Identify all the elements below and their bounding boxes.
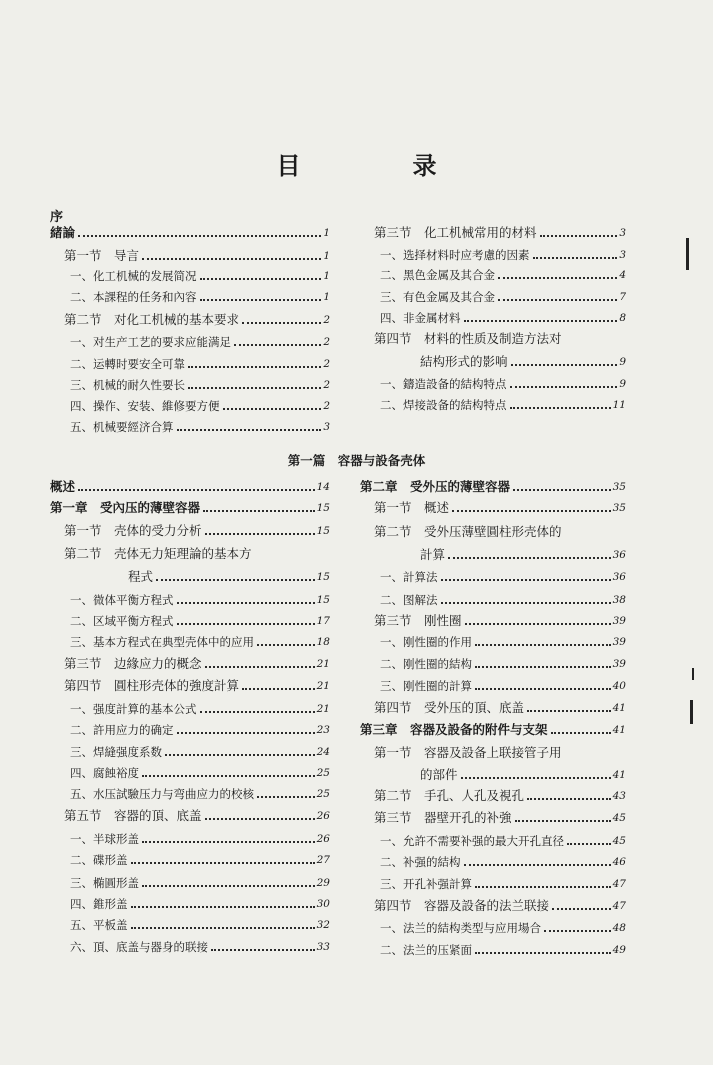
toc-entry (64, 547, 330, 561)
toc-entry-page: 3 (619, 227, 626, 239)
leader-dots (510, 386, 618, 388)
toc-entry-title: 一、化工机械的发展简况 (70, 269, 197, 283)
toc-entry-page: 26 (316, 833, 330, 845)
leader-dots (165, 754, 315, 756)
toc-entry-page: 41 (612, 724, 626, 736)
toc-entry (380, 290, 626, 304)
leader-dots (511, 364, 618, 366)
toc-entry-title: 六、頂、底盖与器身的联接 (70, 940, 208, 954)
toc-entry (70, 940, 330, 954)
toc-entry-page: 2 (323, 379, 330, 391)
toc-entry-page: 39 (612, 636, 626, 648)
toc-entry (70, 918, 330, 932)
toc-entry-title: 一、选择材料时应考慮的因素 (380, 248, 530, 262)
toc-entry-title: 三、有色金属及其合金 (380, 290, 495, 304)
toc-entry-page: 3 (619, 249, 626, 261)
toc-entry-page: 47 (612, 900, 626, 912)
toc-entry-page: 21 (316, 680, 330, 692)
leader-dots (464, 864, 611, 866)
toc-entry-page: 32 (316, 919, 330, 931)
leader-dots (465, 623, 611, 625)
toc-entry-title: 概述 (50, 479, 76, 494)
toc-entry-page: 39 (612, 615, 626, 627)
toc-entry-title: 第一节 概述 (374, 500, 450, 515)
toc-entry (380, 877, 626, 891)
toc-entry-page: 21 (316, 703, 330, 715)
toc-entry (70, 702, 330, 716)
leader-dots (223, 408, 322, 410)
toc-entry-page: 46 (612, 856, 626, 868)
toc-entry-title: 一、半球形盖 (70, 832, 139, 846)
leader-dots (177, 602, 315, 604)
toc-entry-title: 二、焊接設备的結构特点 (380, 398, 507, 412)
toc-entry-title: 一、对生产工艺的要求应能满足 (70, 335, 231, 349)
leader-dots (78, 235, 321, 237)
leader-dots (498, 299, 617, 301)
toc-entry-page: 2 (323, 400, 330, 412)
toc-entry-title: 五、机械要經济合算 (70, 420, 174, 434)
toc-entry (64, 313, 330, 327)
toc-entry (380, 248, 626, 262)
toc-entry-title: 三、刚性圈的計算 (380, 679, 472, 693)
toc-entry-title: 五、平板盖 (70, 918, 128, 932)
toc-entry-title: 第三章 容器及設备的附件与支架 (360, 722, 548, 737)
leader-dots (515, 820, 611, 822)
toc-entry (374, 501, 626, 515)
leader-dots (567, 843, 611, 845)
toc-entry-title: 第三节 器壁开孔的补強 (374, 810, 512, 825)
toc-entry-title: 的部件 (420, 767, 458, 782)
leader-dots (533, 257, 618, 259)
toc-entry (50, 226, 330, 240)
toc-entry-title: 二、刚性圈的結构 (380, 657, 472, 671)
toc-entry-title: 第五节 容器的頂、底盖 (64, 808, 202, 823)
toc-entry-page: 15 (316, 502, 330, 514)
toc-entry-page: 7 (619, 291, 626, 303)
toc-entry-page: 35 (612, 481, 626, 493)
leader-dots (200, 278, 322, 280)
toc-entry (360, 723, 626, 737)
toc-entry-title: 第一节 导言 (64, 248, 140, 263)
toc-entry-title: 三、焊縫强度系数 (70, 745, 162, 759)
toc-entry (70, 399, 330, 413)
toc-entry-page: 2 (323, 336, 330, 348)
toc-entry-page: 25 (316, 788, 330, 800)
toc-entry-page: 8 (619, 312, 626, 324)
toc-entry-page: 45 (612, 835, 626, 847)
toc-entry-title: 二、区域平衡方程式 (70, 614, 174, 628)
toc-entry-title: 二、补强的結构 (380, 855, 461, 869)
toc-entry-title: 第一章 受內压的薄壁容器 (50, 500, 201, 515)
leader-dots (257, 796, 315, 798)
toc-entry-title: 第二节 壳体无力矩理論的基本方 (64, 546, 252, 561)
toc-entry-page: 48 (612, 922, 626, 934)
toc-entry (380, 657, 626, 671)
toc-entry-page: 39 (612, 658, 626, 670)
leader-dots (177, 732, 315, 734)
toc-entry (70, 269, 330, 283)
leader-dots (475, 952, 611, 954)
toc-entry-page: 36 (612, 571, 626, 583)
toc-entry (70, 335, 330, 349)
leader-dots (142, 885, 315, 887)
toc-entry-page: 21 (316, 658, 330, 670)
toc-entry-page: 43 (612, 790, 626, 802)
part-title: 第一篇 容器与設备壳体 (287, 453, 426, 468)
toc-entry (380, 855, 626, 869)
toc-entry (380, 377, 626, 391)
toc-entry-title: 四、腐蝕裕度 (70, 766, 139, 780)
toc-entry (380, 570, 626, 584)
leader-dots (242, 688, 315, 690)
toc-entry-page: 3 (323, 421, 330, 433)
toc-entry-title: 一、允許不需要补强的最大开孔直径 (380, 834, 564, 848)
toc-entry-title: 一、微体平衡方程式 (70, 593, 174, 607)
toc-entry-title: 二、法兰的压紧面 (380, 943, 472, 957)
toc-entry (374, 226, 626, 240)
toc-entry-title: 第三节 化工机械常用的材料 (374, 225, 537, 240)
toc-entry-page: 1 (323, 291, 330, 303)
leader-dots (475, 886, 611, 888)
toc-entry-title: 三、基本方程式在典型壳体中的应用 (70, 635, 254, 649)
toc-entry-title: 一、法兰的結构类型与应用場合 (380, 921, 541, 935)
toc-entry-title: 五、水压試驗压力与弯曲应力的校核 (70, 787, 254, 801)
leader-dots (257, 644, 315, 646)
toc-entry (380, 593, 626, 607)
toc-entry (420, 355, 626, 369)
toc-entry-title: 第四节 圓柱形壳体的強度計算 (64, 678, 240, 693)
leader-dots (475, 666, 611, 668)
toc-entry (70, 766, 330, 780)
toc-entry (70, 723, 330, 737)
toc-entry-page: 24 (316, 746, 330, 758)
toc-entry-title: 一、刚性圈的作用 (380, 635, 472, 649)
leader-dots (540, 235, 618, 237)
leader-dots (552, 908, 611, 910)
toc-entry-title: 四、操作、安装、維修要方便 (70, 399, 220, 413)
toc-entry-page: 9 (619, 356, 626, 368)
leader-dots (551, 732, 611, 734)
toc-entry (380, 921, 626, 935)
toc-entry (380, 834, 626, 848)
leader-dots (464, 320, 618, 322)
toc-entry-page: 4 (619, 269, 626, 281)
leader-dots (544, 930, 611, 932)
toc-entry-title: 二、黑色金属及其合金 (380, 268, 495, 282)
toc-entry-page: 14 (316, 481, 330, 493)
toc-entry (64, 524, 330, 538)
toc-entry (70, 378, 330, 392)
toc-entry-title: 緒論 (50, 225, 76, 240)
toc-entry-title: 二、許用应力的确定 (70, 723, 174, 737)
toc-entry (374, 746, 626, 760)
toc-entry (380, 398, 626, 412)
toc-entry-page: 15 (316, 594, 330, 606)
toc-entry (360, 480, 626, 494)
leader-dots (461, 777, 611, 779)
leader-dots (188, 387, 321, 389)
toc-entry (70, 357, 330, 371)
toc-entry-page: 25 (316, 767, 330, 779)
toc-entry (64, 249, 330, 263)
leader-dots (475, 688, 611, 690)
toc-entry-page: 30 (316, 898, 330, 910)
toc-entry (374, 701, 626, 715)
toc-entry-title: 一、計算法 (380, 570, 438, 584)
toc-entry-title: 第四节 容器及設备的法兰联接 (374, 898, 550, 913)
toc-entry (128, 570, 330, 584)
toc-entry (420, 548, 626, 562)
toc-entry-title: 第二章 受外压的薄壁容器 (360, 479, 511, 494)
leader-dots (441, 579, 611, 581)
page-title: 目 录 (276, 152, 481, 180)
toc-entry (64, 679, 330, 693)
toc-entry-title: 三、椭圓形盖 (70, 876, 139, 890)
toc-entry-title: 結构形式的影响 (420, 354, 508, 369)
toc-entry (374, 789, 626, 803)
toc-entry-title: 三、开孔补强計算 (380, 877, 472, 891)
leader-dots (177, 429, 322, 431)
toc-entry-page: 2 (323, 358, 330, 370)
leader-dots (510, 407, 611, 409)
toc-entry-page: 9 (619, 378, 626, 390)
leader-dots (452, 510, 611, 512)
toc-entry-page: 29 (316, 877, 330, 889)
toc-entry (374, 332, 626, 346)
toc-entry-page: 47 (612, 878, 626, 890)
toc-entry (70, 853, 330, 867)
leader-dots (156, 579, 315, 581)
toc-entry (70, 832, 330, 846)
leader-dots (131, 906, 315, 908)
leader-dots (131, 927, 315, 929)
toc-entry-title: 四、錐形盖 (70, 897, 128, 911)
toc-entry-title: 二、运轉时要安全可靠 (70, 357, 185, 371)
toc-entry-title: 第四节 材料的性质及制造方法对 (374, 331, 562, 346)
toc-entry-title: 第二节 受外压薄壁圓柱形壳体的 (374, 524, 562, 539)
toc-entry (380, 268, 626, 282)
toc-entry-title: 計算 (420, 547, 446, 562)
toc-entry-title: 程式 (128, 569, 154, 584)
toc-entry-title: 一、强度計算的基本公式 (70, 702, 197, 716)
toc-entry (70, 593, 330, 607)
leader-dots (203, 510, 315, 512)
toc-entry-title: 四、非金属材料 (380, 311, 461, 325)
toc-entry (380, 635, 626, 649)
toc-entry (70, 290, 330, 304)
toc-entry-page: 27 (316, 854, 330, 866)
toc-entry (420, 768, 626, 782)
toc-entry (70, 745, 330, 759)
leader-dots (498, 277, 617, 279)
leader-dots (527, 710, 611, 712)
toc-entry-page: 11 (612, 399, 626, 411)
toc-entry-page: 35 (612, 502, 626, 514)
toc-entry-title: 一、鑄造設备的結构特点 (380, 377, 507, 391)
toc-entry (50, 501, 330, 515)
toc-entry (374, 811, 626, 825)
toc-entry-page: 41 (612, 702, 626, 714)
margin-mark (686, 238, 689, 270)
leader-dots (234, 344, 321, 346)
leader-dots (205, 666, 315, 668)
toc-entry-page: 17 (316, 615, 330, 627)
leader-dots (188, 366, 321, 368)
toc-entry (70, 787, 330, 801)
toc-entry-page: 45 (612, 812, 626, 824)
toc-entry-page: 40 (612, 680, 626, 692)
toc-entry (64, 809, 330, 823)
leader-dots (142, 775, 315, 777)
toc-entry-title: 二、碟形盖 (70, 853, 128, 867)
leader-dots (131, 862, 315, 864)
toc-entry (70, 420, 330, 434)
toc-entry (64, 657, 330, 671)
toc-entry (70, 635, 330, 649)
toc-entry-page: 36 (612, 549, 626, 561)
toc-entry-title: 第一节 壳体的受力分析 (64, 523, 202, 538)
toc-entry-title: 二、本課程的任务和內容 (70, 290, 197, 304)
toc-entry-title: 第一节 容器及設备上联接管子用 (374, 745, 562, 760)
toc-entry-page: 1 (323, 250, 330, 262)
toc-entry-page: 33 (316, 941, 330, 953)
leader-dots (205, 533, 315, 535)
toc-entry (70, 614, 330, 628)
toc-entry-title: 三、机械的耐久性要长 (70, 378, 185, 392)
toc-entry-page: 23 (316, 724, 330, 736)
toc-entry (380, 311, 626, 325)
leader-dots (142, 841, 315, 843)
leader-dots (527, 798, 611, 800)
leader-dots (211, 949, 315, 951)
leader-dots (142, 258, 321, 260)
leader-dots (513, 489, 611, 491)
leader-dots (205, 818, 315, 820)
leader-dots (200, 299, 322, 301)
toc-entry-page: 49 (612, 944, 626, 956)
leader-dots (242, 322, 321, 324)
toc-entry-page: 2 (323, 314, 330, 326)
leader-dots (200, 711, 315, 713)
toc-entry (380, 943, 626, 957)
toc-entry-page: 38 (612, 594, 626, 606)
toc-entry (380, 679, 626, 693)
preface-heading: 序 (50, 210, 64, 225)
toc-entry (374, 525, 626, 539)
toc-entry-title: 第二节 对化工机械的基本要求 (64, 312, 240, 327)
toc-entry-title: 二、图解法 (380, 593, 438, 607)
leader-dots (441, 602, 611, 604)
toc-entry (70, 897, 330, 911)
toc-entry (374, 614, 626, 628)
toc-entry (50, 480, 330, 494)
leader-dots (177, 623, 315, 625)
toc-entry-title: 第二节 手孔、人孔及視孔 (374, 788, 525, 803)
toc-entry (70, 876, 330, 890)
toc-entry-page: 18 (316, 636, 330, 648)
margin-mark (690, 700, 693, 724)
toc-entry-page: 1 (323, 270, 330, 282)
toc-entry-page: 26 (316, 810, 330, 822)
toc-entry-title: 第三节 边緣应力的概念 (64, 656, 202, 671)
leader-dots (78, 489, 315, 491)
toc-entry-title: 第三节 刚性圈 (374, 613, 462, 628)
toc-entry-page: 1 (323, 227, 330, 239)
toc-entry-title: 第四节 受外压的頂、底盖 (374, 700, 525, 715)
leader-dots (475, 644, 611, 646)
toc-entry-page: 41 (612, 769, 626, 781)
toc-entry-page: 15 (316, 571, 330, 583)
margin-mark (692, 668, 694, 680)
toc-entry-page: 15 (316, 525, 330, 537)
toc-entry (374, 899, 626, 913)
leader-dots (448, 557, 611, 559)
